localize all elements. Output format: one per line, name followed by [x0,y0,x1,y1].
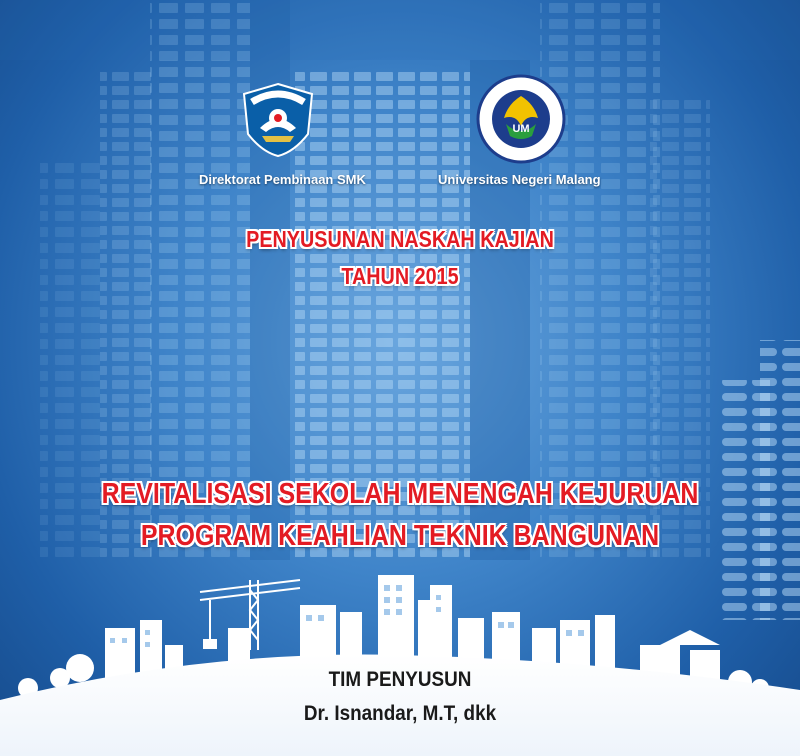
team-heading: TIM PENYUSUN [328,668,472,691]
team-authors: Dr. Isnandar, M.T, dkk [303,702,497,725]
title-line-1: PENYUSUNAN NASKAH KAJIAN [246,226,554,252]
seal-initials: UM [512,123,530,135]
left-logo-caption: Direktorat Pembinaan SMK [199,172,366,187]
subject-line-2: PROGRAM KEAHLIAN TEKNIK BANGUNAN [140,520,660,552]
tut-wuri-handayani-logo [238,80,318,160]
title-line-2: TAHUN 2015 [341,263,459,289]
universitas-negeri-malang-seal [476,74,566,164]
right-logo-caption: Universitas Negeri Malang [438,172,601,187]
subject-line-1: REVITALISASI SEKOLAH MENENGAH KEJURUAN [101,478,699,510]
